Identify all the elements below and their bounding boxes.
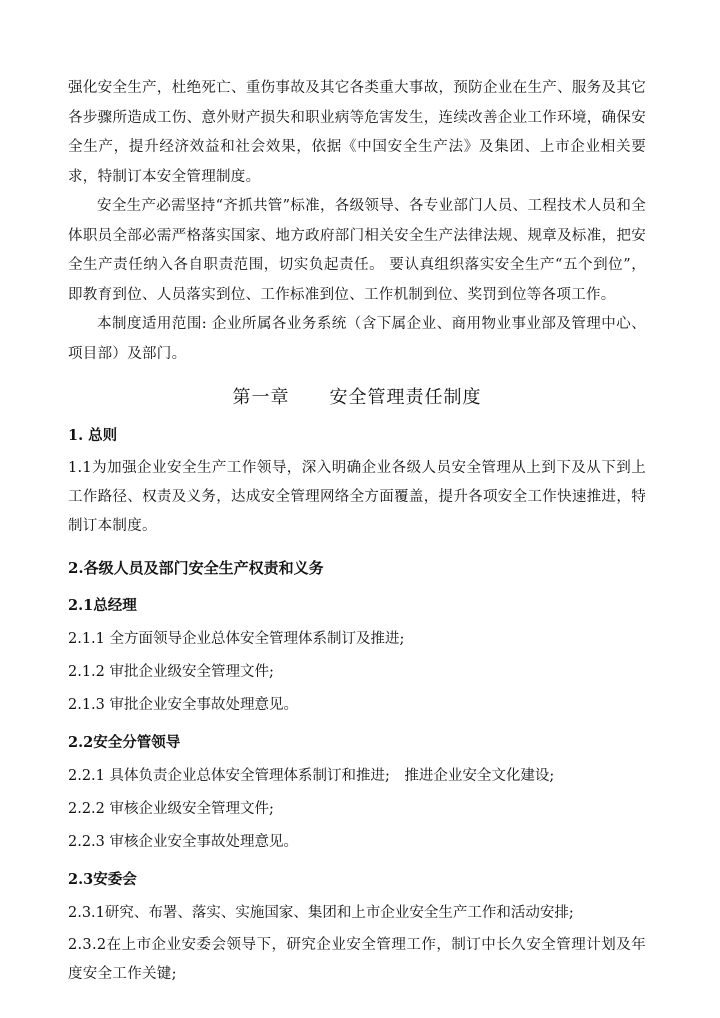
section-2-1-heading: 2.1总经理 [68,597,137,614]
item-2-3-2: 2.3.2在上市企业安委会领导下，研究企业安全管理工作，制订中长久安全管理计划及年度安全工作关键; [68,937,646,982]
intro-paragraph-2: 安全生产必需坚持“齐抓共管”标准，各级领导、各专业部门人员、工程技术人员和全体职员全部必需严格落实国家、地方政府部门相关安全生产法律法规、规章及标准，把安全生产责任纳入各自职责范围，切实负起责任。 要认真组织落实安全生产“五个到位”，即教育到位、人员落实到位、工作标准到位、工作机制到位、奖罚到位等各项工作。 [68,198,646,303]
item-2-1-2: 2.1.2 审批企业级安全管理文件; [68,664,274,680]
chapter-title: 安全管理责任制度 [329,387,482,408]
item-2-3-1: 2.3.1研究、布署、落实、实施国家、集团和上市企业安全生产工作和活动安排; [68,905,574,921]
item-2-2-1: 2.2.1 具体负责企业总体安全管理体系制订和推进; 推进企业安全文化建设; [68,768,555,784]
chapter-heading [68,383,646,413]
item-1-1: 1.1为加强企业安全生产工作领导，深入明确企业各级人员安全管理从上到下及从下到上工作路径、权责及义务，达成安全管理网络全方面覆盖，提升各项安全工作快速推进，特制订本制度。 [68,460,646,534]
item-2-2-2: 2.2.2 审核企业级安全管理文件; [68,801,274,817]
section-2-2-heading: 2.2安全分管领导 [68,734,181,751]
section-1-heading: 1. 总则 [68,427,118,444]
section-2-heading: 2.各级人员及部门安全生产权责和义务 [68,559,324,577]
intro-paragraph-3: 本制度适用范围: 企业所属各业务系统（含下属企业、商用物业事业部及管理中心、项目部）及部门。 [68,316,646,362]
item-2-1-1: 2.1.1 全方面领导企业总体安全管理体系制订及推进; [68,631,405,647]
item-2-1-3: 2.1.3 审批企业安全事故处理意见。 [68,697,299,713]
section-2-3-heading: 2.3安委会 [68,871,137,888]
chapter-number: 第一章 [232,387,290,408]
item-2-2-3: 2.2.3 审核企业安全事故处理意见。 [68,834,299,850]
intro-paragraph-1: 强化安全生产，杜绝死亡、重伤事故及其它各类重大事故，预防企业在生产、服务及其它各步骤所造成工伤、意外财产损失和职业病等危害发生，连续改善企业工作环境，确保安全生产，提升经济效益和社会效果，依据《中国安全生产法》及集团、上市企业相关要求，特制订本安全管理制度。 [68,80,646,185]
